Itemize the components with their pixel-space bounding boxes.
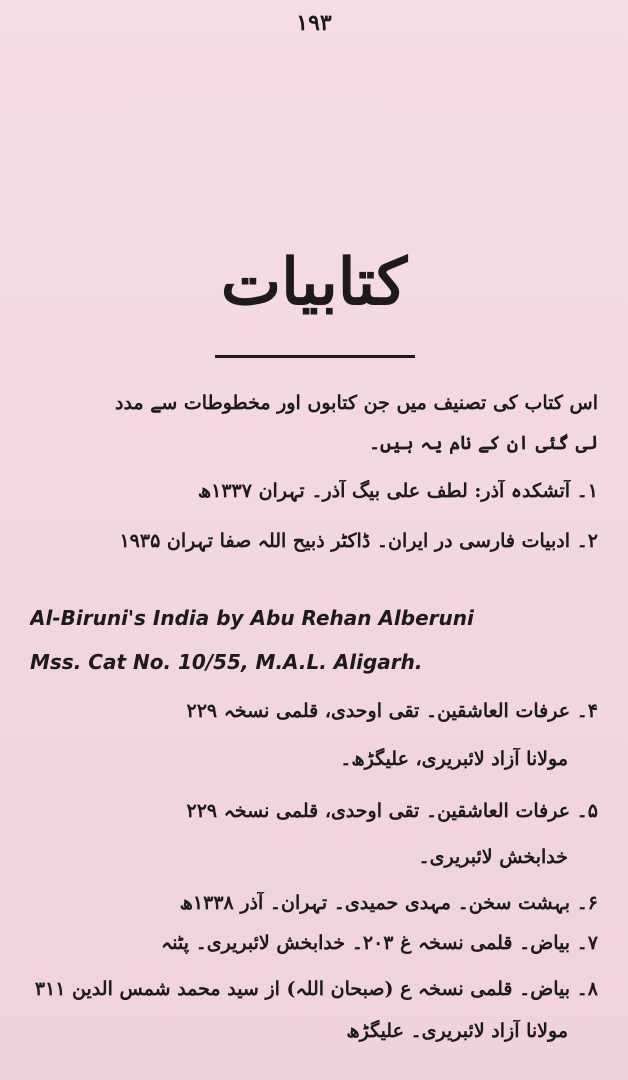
bibliography-entry-5: ۵۔ عرفات العاشقین۔ تقی اوحدی، قلمی نسخہ ۲۲۹ (186, 800, 598, 822)
page-title: کتابیات (220, 245, 408, 320)
title-underline (215, 355, 415, 358)
intro-line-1: اس کتاب کی تصنیف میں جن کتابوں اور مخطوطات سے مدد (115, 392, 598, 414)
bibliography-entry-1: ۱۔ آتشکدہ آذر: لطف علی بیگ آذر۔ تہران ۱۳۳۷ھ (197, 480, 598, 502)
bibliography-entry-7: ۷۔ بیاض۔ قلمی نسخہ غ ۲۰۳۔ خدابخش لائبریری۔ پٹنہ (161, 932, 598, 954)
intro-line-2: لی گئی ان کے نام یہ ہیں۔ (369, 432, 598, 454)
bibliography-entry-8-location: مولانا آزاد لائبریری۔ علیگڑھ (346, 1020, 568, 1042)
bibliography-entry-6: ۶۔ بہشت سخن۔ مہدی حمیدی۔ تہران۔ آذر ۱۳۳۸ھ (179, 892, 598, 914)
page-number: ۱۹۳ (296, 10, 332, 36)
bibliography-entry-2: ۲۔ ادبیات فارسی در ایران۔ ڈاکٹر ذبیح اللہ صفا تہران ۱۹۳۵ (119, 530, 598, 552)
bibliography-entry-3-line-2: Mss. Cat No. 10/55, M.A.L. Aligarh. (30, 650, 423, 674)
bibliography-entry-3-line-1: Al-Biruni's India by Abu Rehan Alberuni (30, 606, 474, 630)
bibliography-entry-4: ۴۔ عرفات العاشقین۔ تقی اوحدی، قلمی نسخہ ۲۲۹ (186, 700, 598, 722)
bibliography-entry-4-location: مولانا آزاد لائبریری، علیگڑھ۔ (340, 748, 568, 770)
bibliography-entry-8: ۸۔ بیاض۔ قلمی نسخہ ع (صبحان اللہ) از سید محمد شمس الدین ۳۱۱ (34, 978, 598, 1000)
bibliography-entry-5-location: خدابخش لائبریری۔ (418, 846, 568, 868)
